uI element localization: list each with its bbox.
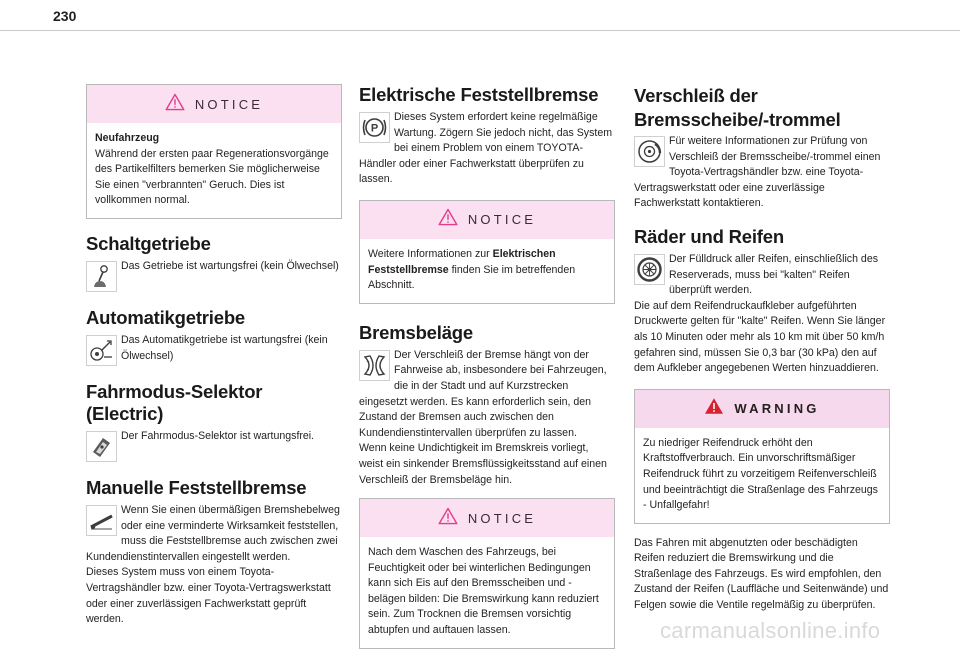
notice-body	[360, 537, 614, 648]
notice-text-suffix: finden Sie im betreffenden Abschnitt.	[368, 263, 576, 292]
verschleiss-text: Für weitere Informationen zur Prüfung von Verschleiß der Bremsscheibe/-trommel einen Toyota-Vertragshändler bzw. eine Toyota-Vertragswerkstatt oder eine zuverlässige Fachwerkstatt kontaktieren.	[634, 135, 881, 210]
section-fahrmodus	[86, 429, 342, 463]
notice-text: Nach dem Waschen des Fahrzeugs, bei Feuchtigkeit oder bei winterlichen Bedingungen kann sich Eis auf den Bremsscheiben und -belägen bilden: Die Bremswirkung kann reduziert sein. Zum Trocknen die Bremsen vorsichtig abtupfen und auftauen lassen.	[368, 546, 599, 637]
manuelle-text: Wenn Sie einen übermäßigen Bremshebelweg oder eine verminderte Wirksamkeit feststellen, muss die Feststellbremse auch zwischen zwei Kundendienstintervallen eingestellt werden.	[86, 503, 340, 563]
drive-selector-icon	[86, 431, 117, 462]
schaltgetriebe-text: Das Getriebe ist wartungsfrei (kein Ölwechsel)	[121, 259, 339, 272]
notice-text-bold: Elektrischen Feststellbremse	[368, 247, 556, 276]
notice-box-elektrische	[359, 200, 615, 304]
verschleiss-heading-line2: Bremsscheibe/-trommel	[634, 109, 841, 130]
svg-text:P: P	[370, 122, 379, 135]
warning-title: WARNING	[734, 401, 820, 417]
elektrisch-text: Dieses System erfordert keine regelmäßige Wartung. Zögern Sie jedoch nicht, das System bei einem Problem von einem TOYOTA-Händler oder einer Fachwerkstatt überprüfen zu lassen.	[359, 111, 613, 186]
section-automatikgetriebe	[86, 333, 342, 367]
automatic-gearbox-icon	[86, 335, 117, 366]
warning-triangle-icon	[704, 397, 724, 420]
section-heading-raeder-reifen: Räder und Reifen	[634, 225, 784, 247]
verschleiss-heading-line1: Verschleiß der	[634, 85, 758, 106]
section-heading-schaltgetriebe: Schaltgetriebe	[86, 232, 211, 254]
notice-triangle-icon	[438, 507, 458, 530]
section-schaltgetriebe	[86, 259, 342, 293]
section-bremsbelaege	[359, 348, 615, 488]
section-heading-fahrmodus: Fahrmodus-Selektor (Electric)	[86, 380, 263, 424]
section-verschleiss	[634, 134, 890, 212]
raeder-text: Der Fülldruck aller Reifen, einschließlich des Reserverads, muss bei "kalten" Reifen überprüft werden.	[669, 252, 879, 297]
watermark-text: carmanualsonline.info	[660, 618, 881, 643]
notice-header	[360, 499, 614, 537]
brake-disc-icon	[634, 136, 665, 167]
section-heading-bremsbelaege: Bremsbeläge	[359, 321, 473, 343]
notice-header	[87, 85, 341, 123]
warning-text: Zu niedriger Reifendruck erhöht den Kraftstoffverbrauch. Ein unvorschriftsmäßiger Reifendruck führt zu vorzeitigem Reifenverschleiß und beeinträchtigt die Straßenlage des Fahrzeugs - Unfallgefahr!	[643, 436, 878, 512]
notice-triangle-icon	[438, 208, 458, 231]
electric-parking-brake-icon	[359, 112, 390, 143]
section-heading-automatikgetriebe: Automatikgetriebe	[86, 306, 246, 328]
notice-text: Während der ersten paar Regenerationsvorgänge des Partikelfilters bemerken Sie möglicherweise Sie einen "verbrannten" Geruch. Dies ist vollkommen normal.	[95, 147, 329, 207]
section-manuelle-feststellbremse	[86, 503, 342, 628]
warning-box-tyre-pressure	[634, 389, 890, 524]
fahrmodus-text: Der Fahrmodus-Selektor ist wartungsfrei.	[121, 429, 315, 442]
bremsbelaege-text: Der Verschleiß der Bremse hängt von der Fahrweise ab, insbesondere bei Fahrzeugen, die in der Stadt und auf Kurzstrecken eingesetzt werden. Es kann erforderlich sein, den Zustand der Bremsen auch zwischen den Kundendienstintervallen überprüfen zu lassen.	[359, 348, 607, 439]
warning-body	[635, 428, 889, 523]
page-number: 230	[53, 8, 77, 24]
notice-triangle-icon	[165, 93, 185, 116]
notice-body	[360, 239, 614, 303]
hand-brake-icon	[86, 505, 117, 536]
section-raeder-reifen	[634, 252, 890, 377]
notice-title: NOTICE	[194, 96, 264, 112]
notice-text-prefix: Weitere Informationen zur	[368, 247, 493, 260]
closing-paragraph: Das Fahren mit abgenutzten oder beschädigten Reifen reduziert die Bremswirkung und die Straßenlage des Fahrzeugs. Es wird empfohlen, den Zustand der Reifen (Lauffläche und Seitenwände) und Felgen sowie die Ventile regelmäßig zu überprüfen.	[634, 536, 889, 612]
section-heading-verschleiss	[634, 84, 890, 132]
wheel-tyre-icon	[634, 254, 665, 285]
bremsbelaege-text-2: Wenn keine Undichtigkeit im Bremskreis vorliegt, weist ein sinkender Bremsflüssigkeitsstand auf einen Verschleiß der Bremsbeläge hin.	[359, 442, 607, 486]
section-heading-manuelle-feststellbremse: Manuelle Feststellbremse	[86, 476, 307, 498]
section-heading-elektrische-feststellbremse: Elektrische Feststellbremse	[359, 84, 599, 105]
top-divider	[0, 30, 960, 31]
notice-box-brakes-ice	[359, 498, 615, 649]
section-elektrische-feststellbremse	[359, 110, 615, 188]
notice-box-new-vehicle	[86, 84, 342, 219]
warning-header	[635, 390, 889, 428]
column-middle	[359, 84, 615, 649]
column-left	[86, 84, 342, 628]
notice-title: NOTICE	[467, 510, 537, 526]
manuelle-text-2: Dieses System muss von einem Toyota-Vertragshändler bzw. einer Toyota-Vertragswerkstatt oder einer zuverlässigen Fachwerkstatt geprüft werden.	[86, 566, 331, 626]
raeder-text-2: Die auf dem Reifendruckaufkleber aufgeführten Druckwerte gelten für "kalte" Reifen. Wenn Sie länger als 10 Minuten oder mehr als 10 km mit über 50 km/h gefahren sind, müssen Sie 0,3 bar (30 kPa) den auf dem Aufkleber angegebenen Werten hinzuaddieren.	[634, 299, 886, 375]
notice-body	[87, 123, 341, 218]
column-right	[634, 84, 890, 614]
automatikgetriebe-text: Das Automatikgetriebe ist wartungsfrei (kein Ölwechsel)	[121, 333, 328, 362]
gear-lever-icon	[86, 261, 117, 292]
notice-title: NOTICE	[467, 212, 537, 228]
notice-header	[360, 201, 614, 239]
brake-pads-icon	[359, 350, 390, 381]
notice-heading: Neufahrzeug	[95, 132, 160, 144]
